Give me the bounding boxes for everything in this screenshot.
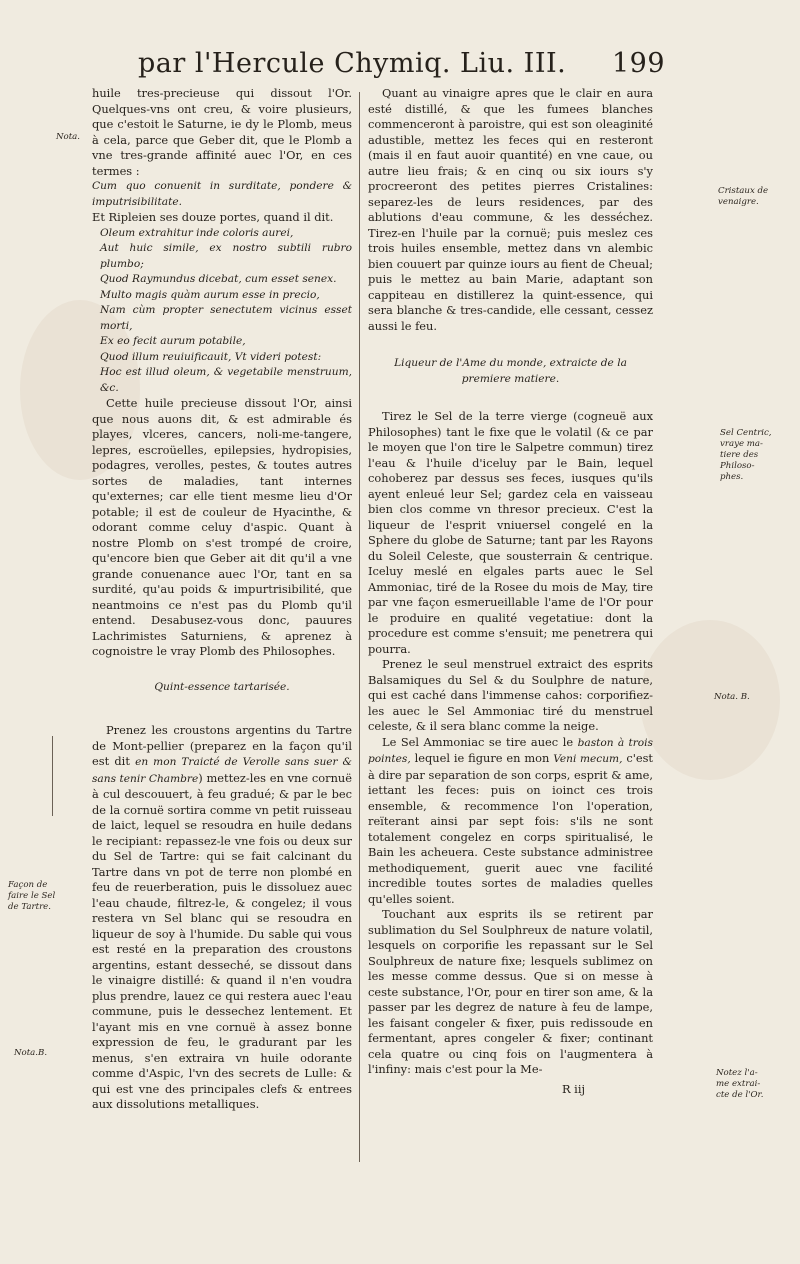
running-header (138, 40, 678, 88)
right-column (368, 86, 653, 1097)
verse-line: Ex eo fecit aurum potabile, (100, 335, 246, 347)
column-divider (359, 92, 360, 1162)
paragraph: Prenez le seul menstruel extraict des esprits Balsamiques du Sel & du Soulphre de nature, qui est caché dans l'immense cahos: corporifiez-les auec le Sel Ammoniac tiré du menstruel celeste, & il sera blanc comme la neige. (368, 657, 653, 733)
margin-bracket (52, 736, 53, 816)
verse-line: Oleum extrahitur inde coloris aurei, (100, 226, 294, 239)
verse-line: Quod Raymundus dicebat, cum esset senex. (100, 273, 337, 285)
left-column (92, 86, 352, 1113)
margin-note-nota: Nota. (56, 132, 81, 142)
margin-note-facon: Façon de faire le Sel de Tartre. (8, 880, 56, 912)
margin-note-nota-b: Nota.B. (14, 1048, 48, 1058)
paragraph: Cette huile precieuse dissout l'Or, ainsi que nous auons dit, & est admirable és playes, vlceres, cancers, noli-me-tangere, lepres, escroüelles, epilepsies, hydropisies, podagres, verolles, pestes, & toutes autres sortes de maladies, tant internes qu'externes; car elle tient mesme lieu d'Or potable; il est de couleur de Hyacinthe, & odorant comme celuy d'aspic. Quant à nostre Plomb on s'est trompé de croire, qu'encore bien que Geber ait dit qu'il a vne grande conuenance auec l'Or, tant en sa surdité, qu'au poids & impurtrisibilité, que neantmoins ce n'est pas du Plomb qu'il entend. Desabusez-vous donc, pauures Lachrimistes Saturniens, & aprenez à cognoistre le vray Plomb des Philosophes. (92, 396, 352, 658)
paragraph: Tirez le Sel de la terre vierge (cogneuë aux Philosophes) tant le fixe que le volatil (& ce par le moyen que l'on tire le Salpetre commun) tirez l'eau & l'huile d'iceluy par le Bain, lequel cohoberez par dessus ses feces, iusques qu'ils ayent enleué leur Sel; gardez cela en vaisseau bien clos comme vn thresor precieux. C'est la liqueur de l'esprit vniuersel congelé en la Sphere du globe de Saturne; tant par les Rayons du Soleil Celeste, que sousterrain & centrique. Iceluy meslé en elgales parts auec le Sel Ammoniac, tiré de la Rosee du mois de May, tire par vne façon esmerueillable l'ame de l'Or pour le produire en qualité vegetatiue: dont la procedure est comme s'ensuit; me penetrera qui pourra. (368, 409, 653, 656)
paragraph: Et Ripleien ses douze portes, quand il dit. (92, 210, 334, 224)
verse-line: Nam cùm propter senectutem vicinus esset morti, (100, 304, 352, 332)
verse-line: Multo magis quàm aurum esse in precio, (100, 288, 320, 301)
header-title: par l'Hercule Chymiq. Liu. III. (138, 48, 567, 79)
section-heading: Quint-essence tartarisée. (154, 680, 290, 693)
verse-line: Aut huic simile, ex nostro subtili rubro plumbo; (100, 242, 352, 270)
verse-line: Hoc est illud oleum, & vegetabile menstruum, &c. (100, 366, 352, 394)
margin-note-notez: Notez l'a- me extrai- cte de l'Or. (716, 1068, 764, 1100)
section-heading: Liqueur de l'Ame du monde, extraicte de la premiere matiere. (394, 357, 627, 385)
page-number: 199 (612, 48, 666, 79)
margin-note-sel-centric: Sel Centric, vraye ma- tiere des Philoso- phes. (720, 428, 772, 482)
margin-note-nota-b2: Nota. B. (714, 692, 750, 702)
paragraph: huile tres-precieuse qui dissout l'Or. Quelques-vns ont creu, & voire plusieurs, que c'estoit le Saturne, ie dy le Plomb, meus à cela, parce que Geber dit, que le Plomb a vne tres-grande affinité auec l'Or, en ces termes : (92, 86, 352, 178)
paper-stain (640, 620, 780, 780)
paragraph: Le Sel Ammoniac se tire auec le baston à trois pointes, lequel ie figure en mon Veni mecum, c'est à dire par separation de son corps, esprit & ame, iettant les feces: puis on ioinct ces trois ensemble, & recommence l'on l'operation, reïterant ainsi par sept fois: s'ils ne sont totalement congelez en corps spiritualisé, le Bain les acheuera. Ceste substance administree methodiquement, guerit auec vne facilité incredible toutes sortes de maladies quelles qu'elles soient. (368, 734, 654, 906)
paragraph: Touchant aux esprits ils se retirent par sublimation du Sel Soulphreux de nature volatil, lesquels on corporifie les repassant sur le Sel Soulphreux de nature fixe; lesquels sublimez on les messe comme dessus. Que si on messe à ceste substance, l'Or, pour en tirer son ame, & la passer par les degrez de nature à feu de lampe, les faisant congeler & fixer, puis redissoude en fermentant, apres congeler & fixer; continant cela quatre ou cinq fois on l'augmentera à l'infiny: mais c'est pour la Me- (368, 907, 653, 1076)
paragraph: Prenez les croustons argentins du Tartre de Mont-pellier (preparez en la façon qu'il est dit en mon Traicté de Verolle sans suer & sans tenir Chambre) mettez-les en vne cornuë à cul descouuert, à feu gradué; & par le bec de la cornuë sortira comme vn petit ruisseau de laict, lequel se resoudra en huile dedans le recipiant: repassez-le vne fois ou deux sur du Sel de Tartre: qui se fait calcinant du Tartre dans vn pot de terre non plombé en feu de reuerberation, puis le dissoluez auec l'eau chaude, filtrez-le, & congelez; il vous restera vn Sel blanc qui se resoudra en liqueur de soy à l'humide. Du sable qui vous est resté en la preparation des croustons argentins, estant desseché, se dissout dans le vinaigre distillé: & quand il n'en voudra plus prendre, lauez ce qui restera auec l'eau commune, puis le dessechez lentement. Et l'ayant mis en vne cornuë à assez bonne expression de feu, le gradurant par les menus, s'en extraira vn huile odorante comme d'Aspic, l'vn des secrets de Lulle: & qui est vne des principales clefs & entrees aux dissolutions metalliques. (92, 723, 352, 1111)
signature-mark: R iij (561, 1081, 585, 1096)
verse-line: Quod illum reuiuificauit, Vt videri potest: (100, 350, 322, 363)
latin-quote: Cum quo conuenit in surditate, pondere & imputrisibilitate. (92, 180, 352, 208)
margin-note-cristaux: Cristaux de venaigre. (718, 186, 769, 207)
paragraph: Quant au vinaigre apres que le clair en aura esté distillé, & que les fumees blanches commenceront à paroistre, qui est son oleaginité adustible, mettez les feces qui en resteront (mais il en faut auoir quantité) en vne caue, ou autre lieu frais; & en cinq ou six iours s'y procreeront des petites pierres Cristalines: separez-les de leurs residences, par des ablutions d'eau commune, & les desséchez. Tirez-en l'huile par la cornuë; puis meslez ces trois huiles ensemble, mettez dans vn alembic bien couuert par quinze iours au fient de Cheual; puis le mettez au bain Marie, adaptant son cappiteau en distillerez la quint-essence, qui sera blanche & tres-candide, elle cessant, cessez aussi le feu. (368, 86, 653, 333)
